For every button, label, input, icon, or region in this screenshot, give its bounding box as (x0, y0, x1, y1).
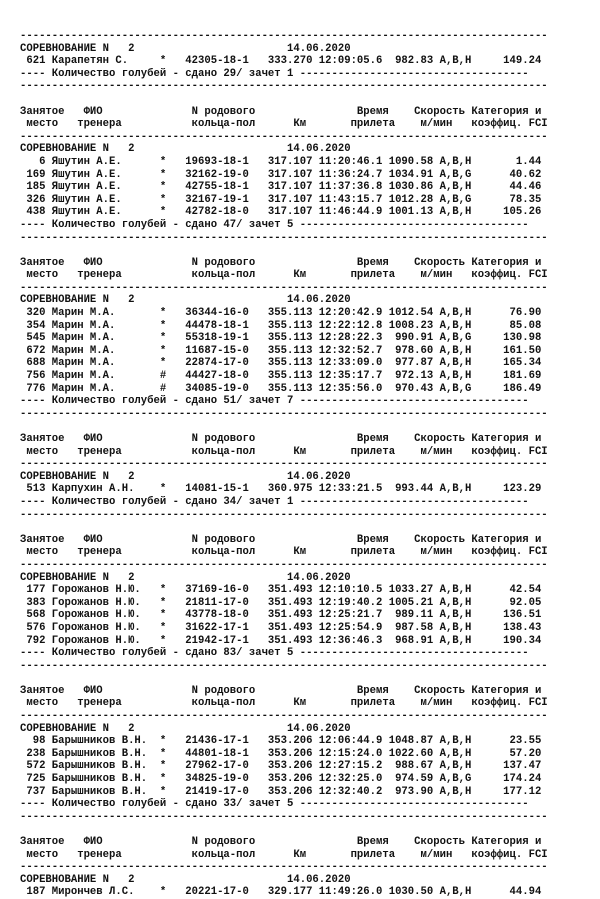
result-row: 354 Марин М.А. * 44478-18-1 355.113 12:22:12.8 1008.23 A,B,H 85.08 (20, 319, 542, 332)
competition-title: СОРЕВНОВАНИЕ N 2 14.06.2020 (20, 470, 351, 483)
column-header-row1: Занятое ФИО N родового Время Скорость Категория и (20, 256, 542, 269)
result-row: 672 Марин М.А. * 11687-15-0 355.113 12:32:52.7 978.60 A,B,H 161.50 (20, 344, 542, 357)
divider-line: ----------------------------------------------------------------------------------- (20, 659, 548, 672)
column-header-row1: Занятое ФИО N родового Время Скорость Категория и (20, 836, 542, 848)
column-header-row2: место тренера кольца-пол Км прилета м/мин коэффиц. FCI (20, 697, 548, 710)
divider-line: ----------------------------------------------------------------------------------- (20, 558, 548, 571)
column-header-row1: Занятое ФИО N родового Время Скорость Категория и (20, 533, 542, 546)
blank-line (20, 420, 580, 433)
blank-line (20, 521, 580, 534)
summary-line: ---- Количество голубей - сдано 51/ зачет 7 ------------------------------------ (20, 395, 529, 408)
result-row: 513 Карпухин А.Н. * 14081-15-1 360.975 12:33:21.5 993.44 A,B,H 123.29 (20, 483, 542, 496)
summary-line: ---- Количество голубей - сдано 83/ зачет 5 ------------------------------------ (20, 647, 529, 660)
result-row: 725 Барышников В.Н. * 34825-19-0 353.206 12:32:25.0 974.59 A,B,G 174.24 (20, 773, 542, 786)
result-row: 6 Яшутин А.Е. * 19693-18-1 317.107 11:20:46.1 1090.58 A,B,H 1.44 (20, 155, 542, 168)
result-row: 545 Марин М.А. * 55318-19-1 355.113 12:28:22.3 990.91 A,B,G 130.98 (20, 332, 542, 345)
divider-line: ----------------------------------------------------------------------------------- (20, 130, 548, 143)
column-header-row2: место тренера кольца-пол Км прилета м/мин коэффиц. FCI (20, 269, 548, 282)
result-row: 187 Мирончев Л.С. * 20221-17-0 329.177 11:49:26.0 1030.50 A,B,H 44.94 (20, 886, 542, 899)
result-row: 576 Горожанов Н.Ю. * 31622-17-1 351.493 12:25:54.9 987.58 A,B,H 138.43 (20, 621, 542, 634)
summary-line: ---- Количество голубей - сдано 29/ зачет 1 ------------------------------------ (20, 67, 529, 80)
divider-line: ----------------------------------------------------------------------------------- (20, 458, 548, 471)
divider-line: ----------------------------------------------------------------------------------- (20, 30, 548, 42)
result-row: 326 Яшутин А.Е. * 32167-19-1 317.107 11:43:15.7 1012.28 A,B,G 78.35 (20, 193, 542, 206)
blank-line (20, 823, 580, 836)
result-row: 383 Горожанов Н.Ю. * 21811-17-0 351.493 12:19:40.2 1005.21 A,B,H 92.05 (20, 596, 542, 609)
divider-line: ----------------------------------------------------------------------------------- (20, 861, 548, 874)
result-row: 776 Марин М.А. # 34085-19-0 355.113 12:35:56.0 970.43 A,B,G 186.49 (20, 382, 542, 395)
competition-title: СОРЕВНОВАНИЕ N 2 14.06.2020 (20, 571, 351, 584)
competition-title: СОРЕВНОВАНИЕ N 2 14.06.2020 (20, 873, 351, 886)
result-row: 98 Барышников В.Н. * 21436-17-1 353.206 12:06:44.9 1048.87 A,B,H 23.55 (20, 735, 542, 748)
divider-line: ----------------------------------------------------------------------------------- (20, 710, 548, 723)
result-row: 177 Горожанов Н.Ю. * 37169-16-0 351.493 12:10:10.5 1033.27 A,B,H 42.54 (20, 584, 542, 597)
divider-line: ----------------------------------------------------------------------------------- (20, 231, 548, 244)
column-header-row2: место тренера кольца-пол Км прилета м/мин коэффиц. FCI (20, 546, 548, 559)
result-row: 688 Марин М.А. * 22874-17-0 355.113 12:33:09.0 977.87 A,B,H 165.34 (20, 357, 542, 370)
column-header-row2: место тренера кольца-пол Км прилета м/мин коэффиц. FCI (20, 848, 548, 861)
blank-line (20, 93, 580, 106)
result-row: 568 Горожанов Н.Ю. * 43778-18-0 351.493 12:25:21.7 989.11 A,B,H 136.51 (20, 609, 542, 622)
divider-line: ----------------------------------------------------------------------------------- (20, 407, 548, 420)
result-row: 238 Барышников В.Н. * 44801-18-1 353.206 12:15:24.0 1022.60 A,B,H 57.20 (20, 747, 542, 760)
divider-line: ----------------------------------------------------------------------------------- (20, 810, 548, 823)
column-header-row1: Занятое ФИО N родового Время Скорость Категория и (20, 433, 542, 445)
results-document (20, 30, 580, 899)
result-row: 572 Барышников В.Н. * 27962-17-0 353.206 12:27:15.2 988.67 A,B,H 137.47 (20, 760, 542, 773)
result-row: 320 Марин М.А. * 36344-16-0 355.113 12:20:42.9 1012.54 A,B,H 76.90 (20, 307, 542, 320)
column-header-row1: Занятое ФИО N родового Время Скорость Категория и (20, 684, 542, 697)
result-row: 185 Яшутин А.Е. * 42755-18-1 317.107 11:37:36.8 1030.86 A,B,H 44.46 (20, 181, 542, 194)
column-header-row2: место тренера кольца-пол Км прилета м/мин коэффиц. FCI (20, 118, 548, 131)
competition-title: СОРЕВНОВАНИЕ N 2 14.06.2020 (20, 42, 351, 55)
blank-line (20, 672, 580, 685)
summary-line: ---- Количество голубей - сдано 34/ зачет 1 ------------------------------------ (20, 495, 529, 508)
column-header-row1: Занятое ФИО N родового Время Скорость Категория и (20, 105, 542, 118)
result-row: 737 Барышников В.Н. * 21419-17-0 353.206 12:32:40.2 973.90 A,B,H 177.12 (20, 785, 542, 798)
divider-line: ----------------------------------------------------------------------------------- (20, 508, 548, 521)
competition-title: СОРЕВНОВАНИЕ N 2 14.06.2020 (20, 722, 351, 735)
result-row: 756 Марин М.А. # 44427-18-0 355.113 12:35:17.7 972.13 A,B,H 181.69 (20, 370, 542, 383)
result-row: 621 Карапетян С. * 42305-18-1 333.270 12:09:05.6 982.83 A,B,H 149.24 (20, 55, 542, 68)
divider-line: ----------------------------------------------------------------------------------- (20, 80, 548, 93)
competition-title: СОРЕВНОВАНИЕ N 2 14.06.2020 (20, 143, 351, 156)
result-row: 169 Яшутин А.Е. * 32162-19-0 317.107 11:36:24.7 1034.91 A,B,G 40.62 (20, 168, 542, 181)
result-row: 792 Горожанов Н.Ю. * 21942-17-1 351.493 12:36:46.3 968.91 A,B,H 190.34 (20, 634, 542, 647)
column-header-row2: место тренера кольца-пол Км прилета м/мин коэффиц. FCI (20, 445, 548, 458)
summary-line: ---- Количество голубей - сдано 33/ зачет 5 ------------------------------------ (20, 798, 529, 811)
summary-line: ---- Количество голубей - сдано 47/ зачет 5 ------------------------------------ (20, 218, 529, 231)
competition-title: СОРЕВНОВАНИЕ N 2 14.06.2020 (20, 294, 351, 307)
result-row: 438 Яшутин А.Е. * 42782-18-0 317.107 11:46:44.9 1001.13 A,B,H 105.26 (20, 206, 542, 219)
divider-line: ----------------------------------------------------------------------------------- (20, 281, 548, 294)
blank-line (20, 244, 580, 257)
